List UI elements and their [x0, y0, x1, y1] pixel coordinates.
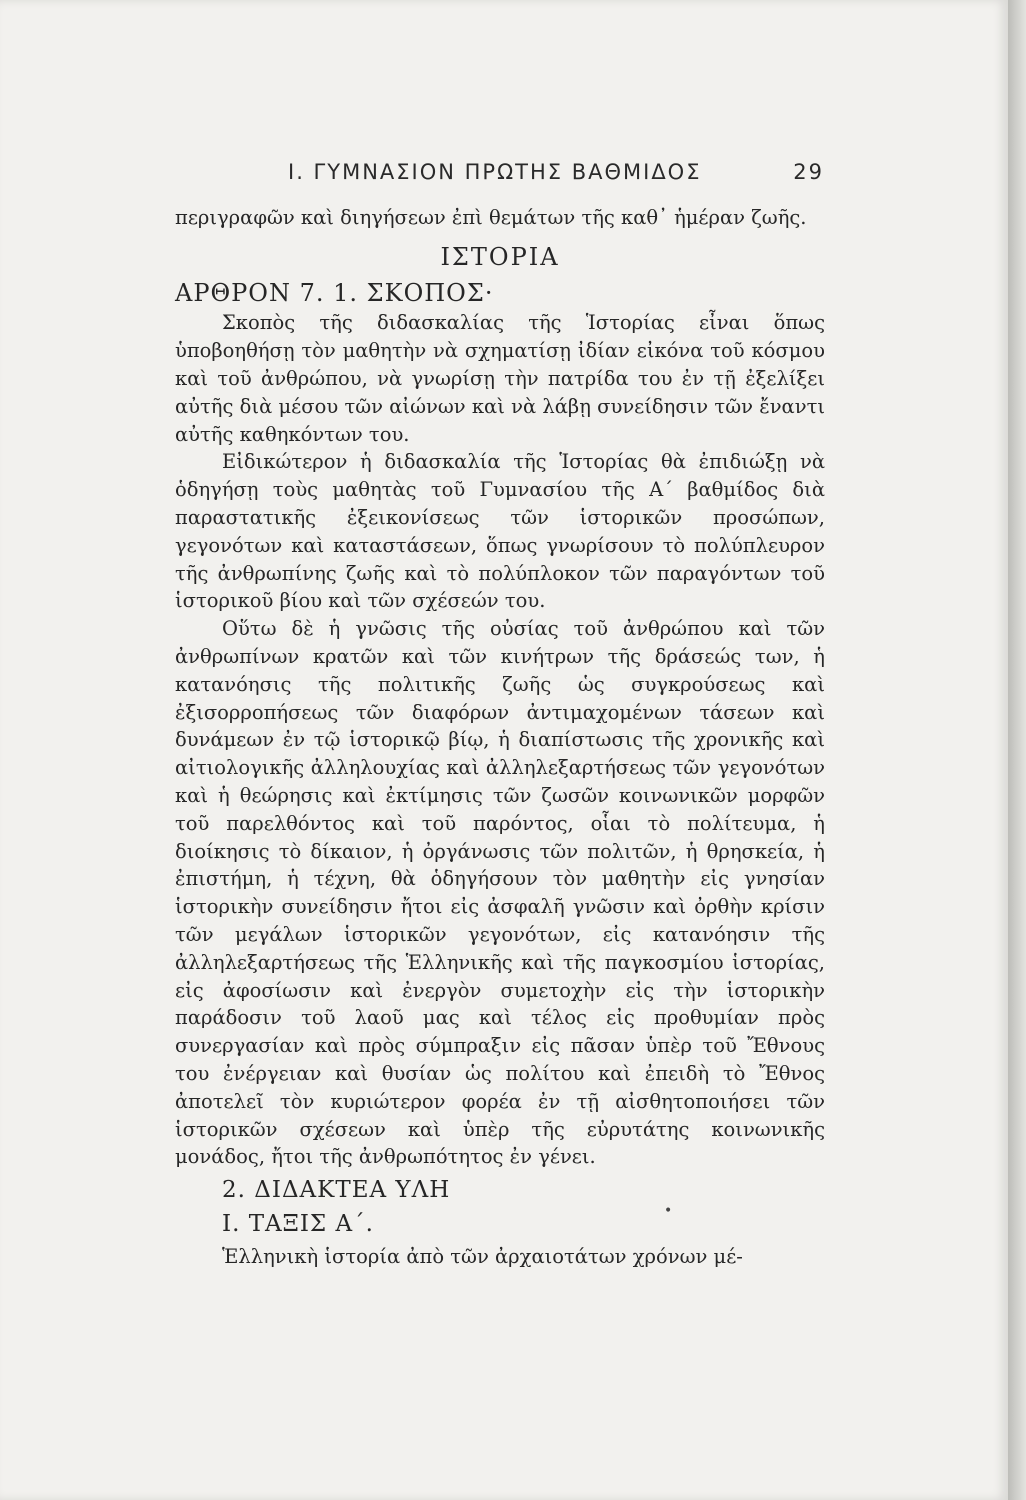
article-heading: ΑΡΘΡΟΝ 7. 1. ΣΚΟΠΟΣ· [175, 278, 494, 307]
section-title: ΙΣΤΟΡΙΑ [440, 242, 560, 271]
stray-ink-mark: • [664, 1203, 673, 1219]
page-edge [1008, 0, 1026, 1500]
class-heading: I. ΤΑΞΙΣ Α´. [222, 1210, 374, 1237]
paragraph-specific: Εἰδικώτερον ἡ διδασκαλία τῆς Ἱστορίας θὰ ἐπιδιώξῃ νὰ ὁδηγήσῃ τοὺς μαθητὰς τοῦ Γυμνασίου τῆς Α´ βαθμίδος διὰ παραστατικῆς ἐξεικονίσεως τῶν ἱστορικῶν προσώπων, γεγονότων καὶ καταστάσεων, ὅπως γνωρίσουν τὸ πολύπλευρον τῆς ἀνθρωπίνης ζωῆς καὶ τὸ πολύπλοκον τῶν παραγόντων τοῦ ἱστορικοῦ βίου καὶ τῶν σχέσεών του. [175, 450, 825, 613]
paragraph-outcome: Οὕτω δὲ ἡ γνῶσις τῆς οὐσίας τοῦ ἀνθρώπου καὶ τῶν ἀνθρωπίνων κρατῶν καὶ τῶν κινήτρων τῆς δράσεώς των, ἡ κατανόησις τῆς πολιτικῆς ζωῆς ὡς συγκρούσεως καὶ ἐξισορροπήσεως τῶν διαφόρων ἀντιμαχομένων τάσεων καὶ δυνάμεων ἐν τῷ ἱστορικῷ βίῳ, ἡ διαπίστωσις τῆς χρονικῆς καὶ αἰτιολογικῆς ἀλληλουχίας καὶ ἀλληλεξαρτήσεως τῶν γεγονότων καὶ ἡ θεώρησις καὶ ἐκτίμησις τῶν ζωσῶν κοινωνικῶν μορφῶν τοῦ παρελθόντος καὶ τοῦ παρόντος, οἷαι τὸ πολίτευμα, ἡ διοίκησις τὸ δίκαιον, ἡ ὀργάνωσις τῶν πολιτῶν, ἡ θρησκεία, ἡ ἐπιστήμη, ἡ τέχνη, θὰ ὁδηγήσουν τὸν μαθητὴν εἰς γνησίαν ἱστορικὴν συνείδησιν ἤτοι εἰς ἀσφαλῆ γνῶσιν καὶ ὀρθὴν κρίσιν τῶν μεγάλων ἱστορικῶν γεγονότων, εἰς κατανόησιν τῆς ἀλληλεξαρτήσεως τῆς Ἑλληνικῆς καὶ τῆς παγκοσμίου ἱστορίας, εἰς ἀφοσίωσιν καὶ ἐνεργὸν συμετοχὴν εἰς τὴν ἱστορικὴν παράδοσιν τοῦ λαοῦ μας καὶ τέλος εἰς προθυμίαν πρὸς συνεργασίαν καὶ πρὸς σύμπραξιν εἰς πᾶσαν ὑπὲρ τοῦ Ἔθνους του ἐνέργειαν καὶ θυσίαν ὡς πολίτου καὶ ἐπειδὴ τὸ Ἔθνος ἀποτελεῖ τὸν κυριώτερον φορέα ἐν τῇ αἰσθητοποιήσει τῶν ἱστορικῶν σχέσεων καὶ ὑπὲρ τῆς εὐρυτάτης κοινωνικῆς μονάδος, ἤτοι τῆς ἀνθρωπότητος ἐν γένει. [175, 617, 825, 1169]
chapter-title: I. ΓΥΜΝΑΣΙΟΝ ΠΡΩΤΗΣ ΒΑΘΜΙΔΟΣ [288, 160, 702, 184]
page-number: 29 [793, 160, 824, 184]
running-header [288, 160, 824, 184]
section2-heading: 2. ΔΙΔΑΚΤΕΑ ΥΛΗ [222, 1177, 451, 1204]
intro-paragraph: περιγραφῶν καὶ διηγήσεων ἐπὶ θεμάτων τῆς καθ᾽ ἡμέραν ζωῆς. [175, 206, 807, 229]
last-line: Ἑλληνικὴ ἱστορία ἀπὸ τῶν ἀρχαιοτάτων χρόνων μέ- [222, 1244, 743, 1268]
paragraph-aim: Σκοπὸς τῆς διδασκαλίας τῆς Ἱστορίας εἶναι ὅπως ὑποβοηθήσῃ τὸν μαθητὴν νὰ σχηματίσῃ ἰδίαν εἰκόνα τοῦ κόσμου καὶ τοῦ ἀνθρώπου, νὰ γνωρίσῃ τὴν πατρίδα του ἐν τῇ ἐξελίξει αὐτῆς διὰ μέσου τῶν αἰώνων καὶ νὰ λάβῃ συνείδησιν τῶν ἔναντι αὐτῆς καθηκόντων του. [175, 311, 825, 446]
body-text [175, 204, 825, 1270]
